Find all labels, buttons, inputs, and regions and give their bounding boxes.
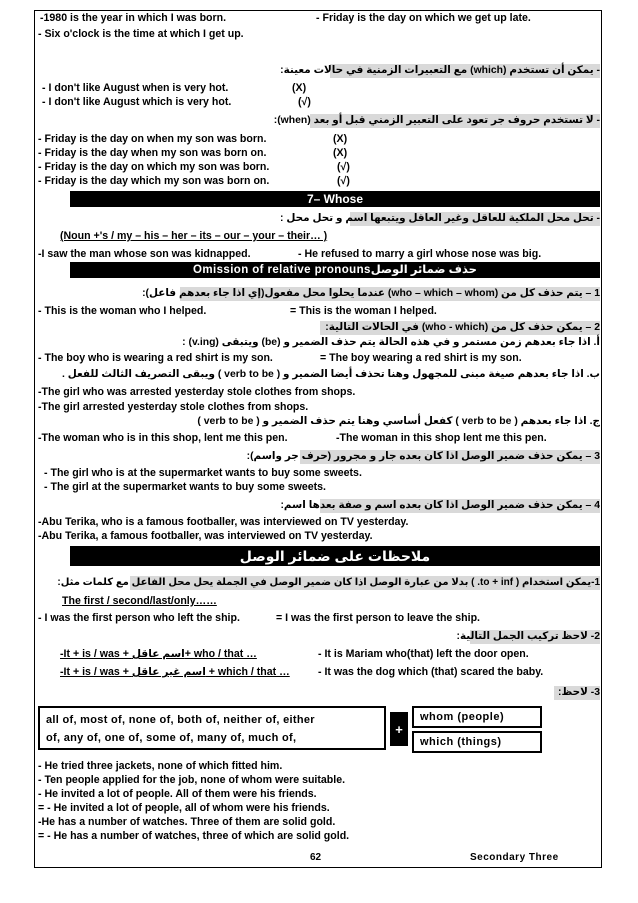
arabic-note: 2 – يمكن حذف كل من (who - which) في الحالات التالية:	[320, 321, 600, 335]
mark-right: (√)	[337, 175, 350, 187]
mark-right: (√)	[298, 96, 311, 108]
whom-box	[412, 706, 542, 728]
arabic-note: - لا تستخدم حروف جر تعود على التعبير الزمني قبل أو بعد (when):	[273, 115, 600, 126]
sentence: -The woman who is in this shop, lent me this pen.	[38, 432, 288, 444]
section-heading-whose: 7– Whose	[70, 191, 600, 207]
which-box	[412, 731, 542, 753]
sentence: = I was the first person to leave the ship.	[276, 612, 480, 624]
sentence: - This is the woman who I helped.	[38, 305, 207, 317]
sentence: = - He invited a lot of people, all of whom were his friends.	[38, 802, 330, 814]
mark-right: (√)	[337, 161, 350, 173]
sentence: - I don't like August which is very hot.	[42, 96, 232, 108]
course-level: Secondary Three	[470, 852, 559, 863]
sentence: -The girl who was arrested yesterday stole clothes from shops.	[38, 386, 356, 398]
sentence: - It was the dog which (that) scared the baby.	[318, 666, 544, 678]
quantifiers-line: all of, most of, none of, both of, neither of, either	[46, 714, 315, 726]
sentence: - The boy who is wearing a red shirt is my son.	[38, 352, 273, 364]
sentence: -I saw the man whose son was kidnapped.	[38, 248, 251, 260]
sentence: -He has a number of watches. Three of them are solid gold.	[38, 816, 336, 828]
whom-label: whom (people)	[420, 711, 505, 723]
arabic-note: 1 – يتم حذف كل من (who – which – whom) عندما يحلوا محل مفعول(إي اذا جاء بعدهم فاعل):	[142, 288, 600, 299]
sentence: = This is the woman I helped.	[290, 305, 437, 317]
sentence: = - He has a number of watches, three of which are solid gold.	[38, 830, 350, 842]
sentence: - I don't like August when is very hot.	[42, 82, 229, 94]
arabic-note: 3 – يمكن حذف ضمير الوصل اذا كان بعده جار و مجرور (حرف جر واسم):	[246, 451, 600, 462]
structure-rule: -It + is / was + اسم غير عاقل + which / that …	[60, 666, 290, 678]
quantifiers-line: of, any of, one of, some of, many of, much of,	[46, 732, 297, 744]
sentence: - Friday is the day on when my son was born.	[38, 133, 267, 145]
sentence: - Friday is the day on which my son was born.	[38, 161, 270, 173]
sentence: -The girl arrested yesterday stole clothes from shops.	[38, 401, 309, 413]
mark-wrong: (X)	[292, 82, 307, 94]
which-label: which (things)	[420, 736, 502, 748]
sentence: -The woman in this shop lent me this pen.	[336, 432, 547, 444]
mark-wrong: (X)	[333, 133, 348, 145]
sentence: -Abu Terika, who is a famous footballer, was interviewed on TV yesterday.	[38, 516, 409, 528]
mark-wrong: (X)	[333, 147, 348, 159]
sentence: - Six o'clock is the time at which I get up.	[38, 28, 244, 40]
sentence: = The boy wearing a red shirt is my son.	[320, 352, 522, 364]
sentence: - He tried three jackets, none of which fitted him.	[38, 760, 283, 772]
sentence: - He invited a lot of people. All of them were his friends.	[38, 788, 317, 800]
arabic-note: ب. اذا جاء بعدهم صيغة مبنى للمجهول وهنا تحذف أيضا الضمير و ( verb to be ) ويبقى التصريف الثالث للفعل .	[61, 369, 600, 380]
sentence: - It is Mariam who(that) left the door open.	[318, 648, 529, 660]
arabic-note: - يمكن أن تستخدم (which) مع التعبيرات الزمنية في حالات معينة:	[280, 65, 600, 76]
arabic-note: - تحل محل الملكية للعاقل وغير العاقل ويتبعها اسم و تحل محل :	[280, 213, 600, 224]
sentence: -1980 is the year in which I was born.	[40, 12, 227, 24]
section-heading-notes: ملاحظات على ضمائر الوصل	[70, 546, 600, 566]
word-list: The first / second/last/only……	[62, 595, 217, 607]
arabic-note: 1-يمكن استخدام ( to + inf. ) بدلا من عبارة الوصل اذا كان ضمير الوصل في الجملة يحل محل الفاعل مع كلمات مثل:	[57, 577, 600, 588]
arabic-note: ج. اذا جاء بعدهم ( verb to be ) كفعل أساسي وهنا يتم حذف الضمير و ( verb to be )	[197, 416, 600, 427]
sentence: - Ten people applied for the job, none of whom were suitable.	[38, 774, 346, 786]
sentence: - The girl at the supermarket wants to buy some sweets.	[44, 481, 326, 493]
structure-rule: -It + is / was + اسم عاقل+ who / that …	[60, 648, 257, 660]
arabic-note: 2- لاحظ تركيب الجمل التالية:	[456, 631, 600, 642]
sentence: - Friday is the day when my son was born on.	[38, 147, 267, 159]
arabic-note: 4 – يمكن حذف ضمير الوصل اذا كان بعده اسم و صفة بعدها اسم:	[280, 500, 600, 511]
sentence: - He refused to marry a girl whose nose was big.	[298, 248, 542, 260]
quantifiers-box	[38, 706, 386, 750]
possessive-list: (Noun +'s / my – his – her – its – our – your – their… )	[60, 230, 328, 242]
sentence: - Friday is the day which my son was born on.	[38, 175, 270, 187]
plus-sign: +	[390, 712, 408, 746]
sentence: - Friday is the day on which we get up late.	[316, 12, 531, 24]
sentence: - The girl who is at the supermarket wants to buy some sweets.	[44, 467, 362, 479]
arabic-note: أ. اذا جاء بعدهم زمن مستمر و في هذه الحالة يتم حذف الضمير و (be) ويتبقى (v.ing) :	[182, 337, 600, 348]
sentence: -Abu Terika, a famous footballer, was interviewed on TV yesterday.	[38, 530, 373, 542]
arabic-note: 3- لاحظ:	[554, 686, 600, 700]
page-number: 62	[310, 852, 322, 863]
sentence: - I was the first person who left the ship.	[38, 612, 240, 624]
section-heading-omission: Omission of relative pronounsحذف ضمائر الوصل	[70, 262, 600, 278]
